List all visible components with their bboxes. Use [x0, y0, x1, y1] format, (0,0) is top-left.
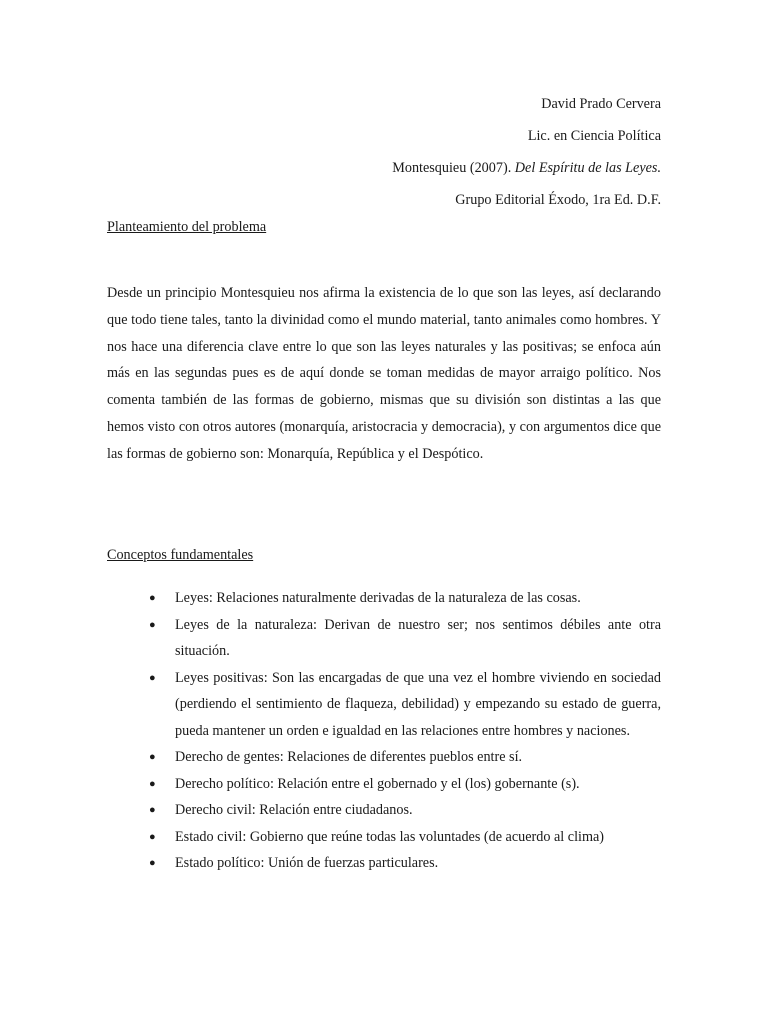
list-item — [107, 585, 661, 612]
author-degree: Lic. en Ciencia Política — [527, 128, 661, 144]
list-item — [107, 665, 661, 745]
bullet-icon: ● — [149, 830, 156, 843]
citation-prefix: Montesquieu (2007). — [392, 160, 515, 176]
list-item — [107, 797, 661, 824]
bullet-icon: ● — [149, 857, 156, 869]
bullet-icon: ● — [149, 671, 156, 684]
author-name: David Prado Cervera — [541, 96, 661, 112]
bullet-icon: ● — [149, 804, 156, 816]
list-item-text: Leyes positivas: Son las encargadas de que una vez el hombre viviendo en sociedad (perdiendo el sentimiento de flaqueza, debilidad) y empezando su estado de guerra, pueda mantener un orden e igualdad en las relaciones entre hombres y naciones. — [175, 669, 661, 739]
list-item — [107, 771, 661, 798]
list-item-text: Derecho civil: Relación entre ciudadanos. — [175, 802, 413, 818]
list-item-text: Estado político: Unión de fuerzas particulares. — [175, 855, 439, 871]
citation-line — [392, 152, 661, 184]
bullet-icon: ● — [149, 618, 156, 631]
list-item — [107, 612, 661, 665]
bullet-icon: ● — [149, 751, 156, 763]
problem-statement-paragraph: Desde un principio Montesquieu nos afirma la existencia de lo que son las leyes, así declarando que todo tiene tales, tanto la divinidad como el mundo material, tanto animales como hombres. Y nos hace una diferencia clave entre lo que son las leyes naturales y las positivas; se enfoca aún más en las segundas pues es de aquí donde se toman medidas de mayor arraigo político. Nos comenta también de las formas de gobierno, mismas que su división son distintas a las que hemos visto con otros autores (monarquía, aristocracia y democracia), y con argumentos dice que las formas de gobierno son: Monarquía, República y el Despótico. — [107, 285, 661, 462]
concepts-list — [107, 585, 661, 877]
list-item-text: Estado civil: Gobierno que reúne todas las voluntades (de acuerdo al clima) — [175, 828, 605, 845]
list-item — [107, 744, 661, 771]
list-item-text: Derecho de gentes: Relaciones de diferentes pueblos entre sí. — [175, 749, 523, 765]
section-heading-conceptos: Conceptos fundamentales — [107, 547, 254, 563]
list-item — [107, 824, 661, 851]
section-heading-planteamiento: Planteamiento del problema — [107, 219, 267, 235]
bullet-icon: ● — [149, 777, 156, 790]
list-item — [107, 850, 661, 877]
list-item-text: Derecho político: Relación entre el gobernado y el (los) gobernante (s). — [175, 775, 580, 792]
publisher-line: Grupo Editorial Éxodo, 1ra Ed. D.F. — [455, 192, 661, 208]
list-item-text: Leyes de la naturaleza: Derivan de nuestro ser; nos sentimos débiles ante otra situación. — [175, 616, 661, 659]
document-header — [392, 88, 661, 216]
list-item-text: Leyes: Relaciones naturalmente derivadas de la naturaleza de las cosas. — [175, 590, 581, 606]
citation-title: Del Espíritu de las Leyes. — [514, 160, 661, 176]
bullet-icon: ● — [149, 592, 156, 604]
